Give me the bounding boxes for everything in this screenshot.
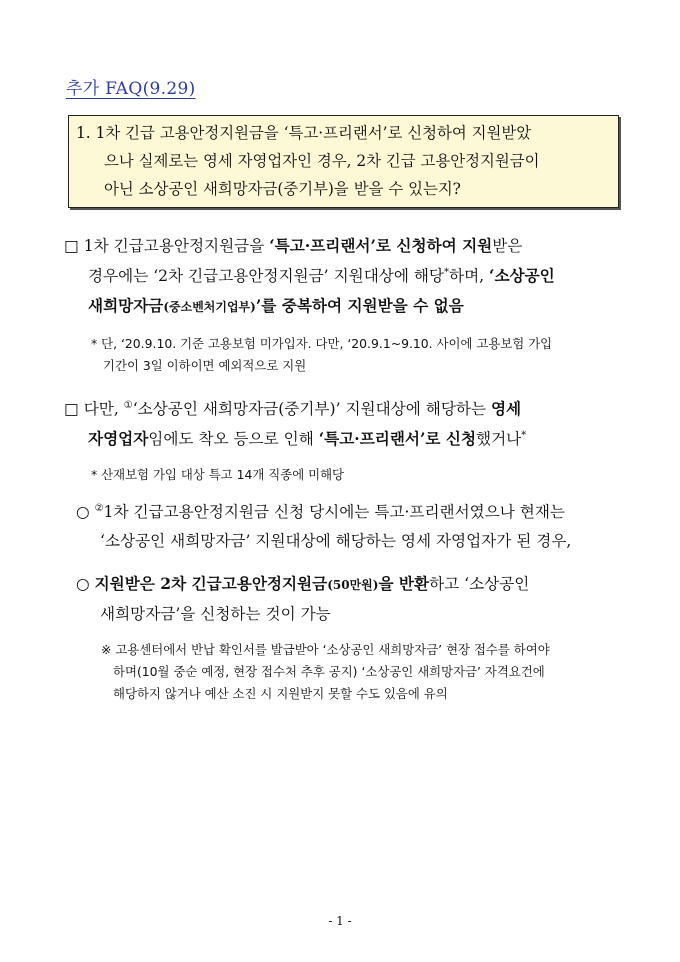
text: 경우에는 ‘2차 긴급고용안정지원금’ 지원대상에 해당 bbox=[88, 267, 444, 285]
footnote-marker: * bbox=[444, 266, 449, 278]
answer-section-1 bbox=[64, 231, 555, 322]
question-line-3: 아닌 소상공인 새희망자금(중기부)을 받을 수 있는지? bbox=[104, 180, 461, 198]
list-item-2-line-2: 새희망자금’을 신청하는 것이 가능 bbox=[100, 605, 331, 623]
bold-text: 새희망자금 bbox=[88, 296, 164, 315]
agency-name: (중소벤처기업부) bbox=[163, 300, 256, 314]
square-bullet: □ bbox=[64, 237, 79, 255]
note-line-2: 하며(10월 중순 예정, 현장 접수처 추후 공지) ‘소상공인 새희망자금’ 자격요건에 bbox=[113, 664, 545, 679]
answer-line-2 bbox=[64, 424, 526, 454]
answer-line-3 bbox=[64, 291, 555, 322]
bold-text: ‘특고·프리랜서’로 신청하여 지원 bbox=[269, 236, 493, 255]
footnote-marker: * bbox=[521, 429, 527, 441]
text: 1차 긴급고용안정지원금을 bbox=[83, 237, 270, 255]
footnote-line-1: * 단, ‘20.9.10. 기준 고용보험 미가입자. 다만, ‘20.9.1~9.10. 사이에 고용보험 가입 bbox=[91, 336, 553, 351]
list-item-2 bbox=[76, 569, 529, 629]
text: ‘소상공인 새희망자금(중기부)’ 지원대상에 해당하는 bbox=[132, 400, 491, 418]
footnote-1 bbox=[91, 333, 552, 377]
bold-text: ‘소상공인 bbox=[489, 266, 555, 285]
list-item-1-line-2: ‘소상공인 새희망자금’ 지원대상에 해당하는 영세 자영업자가 된 경우, bbox=[100, 532, 572, 550]
note-line-1: ※ 고용센터에서 반납 확인서를 발급받아 ‘소상공인 새희망자금’ 현장 접수를 하여야 bbox=[101, 642, 550, 657]
answer-section-2 bbox=[64, 394, 526, 454]
text: 다만, bbox=[83, 400, 124, 418]
text: 임에도 착오 등으로 인해 bbox=[148, 430, 319, 448]
text: 했거나 bbox=[476, 430, 522, 448]
bold-text: 을 반환 bbox=[378, 574, 430, 593]
text: 1차 긴급고용안정지원금 신청 당시에는 특고·프리랜서였으나 현재는 bbox=[103, 503, 565, 521]
page-number: - 1 - bbox=[328, 914, 352, 928]
footnote-2: * 산재보험 가입 대상 특고 14개 직종에 미해당 bbox=[91, 467, 345, 482]
bold-text: ’를 중복하여 지원받을 수 없음 bbox=[255, 296, 464, 315]
square-bullet: □ bbox=[64, 400, 79, 418]
question-box bbox=[68, 115, 619, 208]
question-line-1: 1. 1차 긴급 고용안정지원금을 ‘특고·프리랜서’로 신청하여 지원받았 bbox=[76, 124, 532, 142]
answer-line-2 bbox=[64, 261, 555, 291]
text: 하며, bbox=[449, 267, 490, 285]
circled-number: ② bbox=[94, 502, 104, 514]
question-line-2: 으나 실제로는 영세 자영업자인 경우, 2차 긴급 고용안정지원금이 bbox=[104, 152, 540, 170]
bold-text: 자영업자 bbox=[88, 429, 149, 448]
bold-text: 영세 bbox=[490, 399, 522, 418]
reference-note bbox=[101, 639, 550, 705]
amount: (50만원) bbox=[327, 578, 379, 592]
bold-text: ‘특고·프리랜서’로 신청 bbox=[318, 429, 477, 448]
note-line-3: 해당하지 않거나 예산 소진 시 지원받지 못할 수도 있음에 유의 bbox=[113, 686, 448, 701]
circle-bullet: ○ bbox=[76, 503, 90, 521]
list-item-1 bbox=[76, 498, 571, 556]
footnote-line-2: 기간이 3일 이하이면 예외적으로 지원 bbox=[103, 358, 307, 373]
circled-number: ① bbox=[123, 399, 133, 411]
text: 하고 ‘소상공인 bbox=[429, 575, 530, 593]
text: 받은 bbox=[492, 237, 523, 255]
circle-bullet: ○ bbox=[76, 575, 90, 593]
faq-heading: 추가 FAQ(9.29) bbox=[66, 79, 196, 99]
bold-text: 지원받은 2차 긴급고용안정지원금 bbox=[94, 574, 328, 593]
